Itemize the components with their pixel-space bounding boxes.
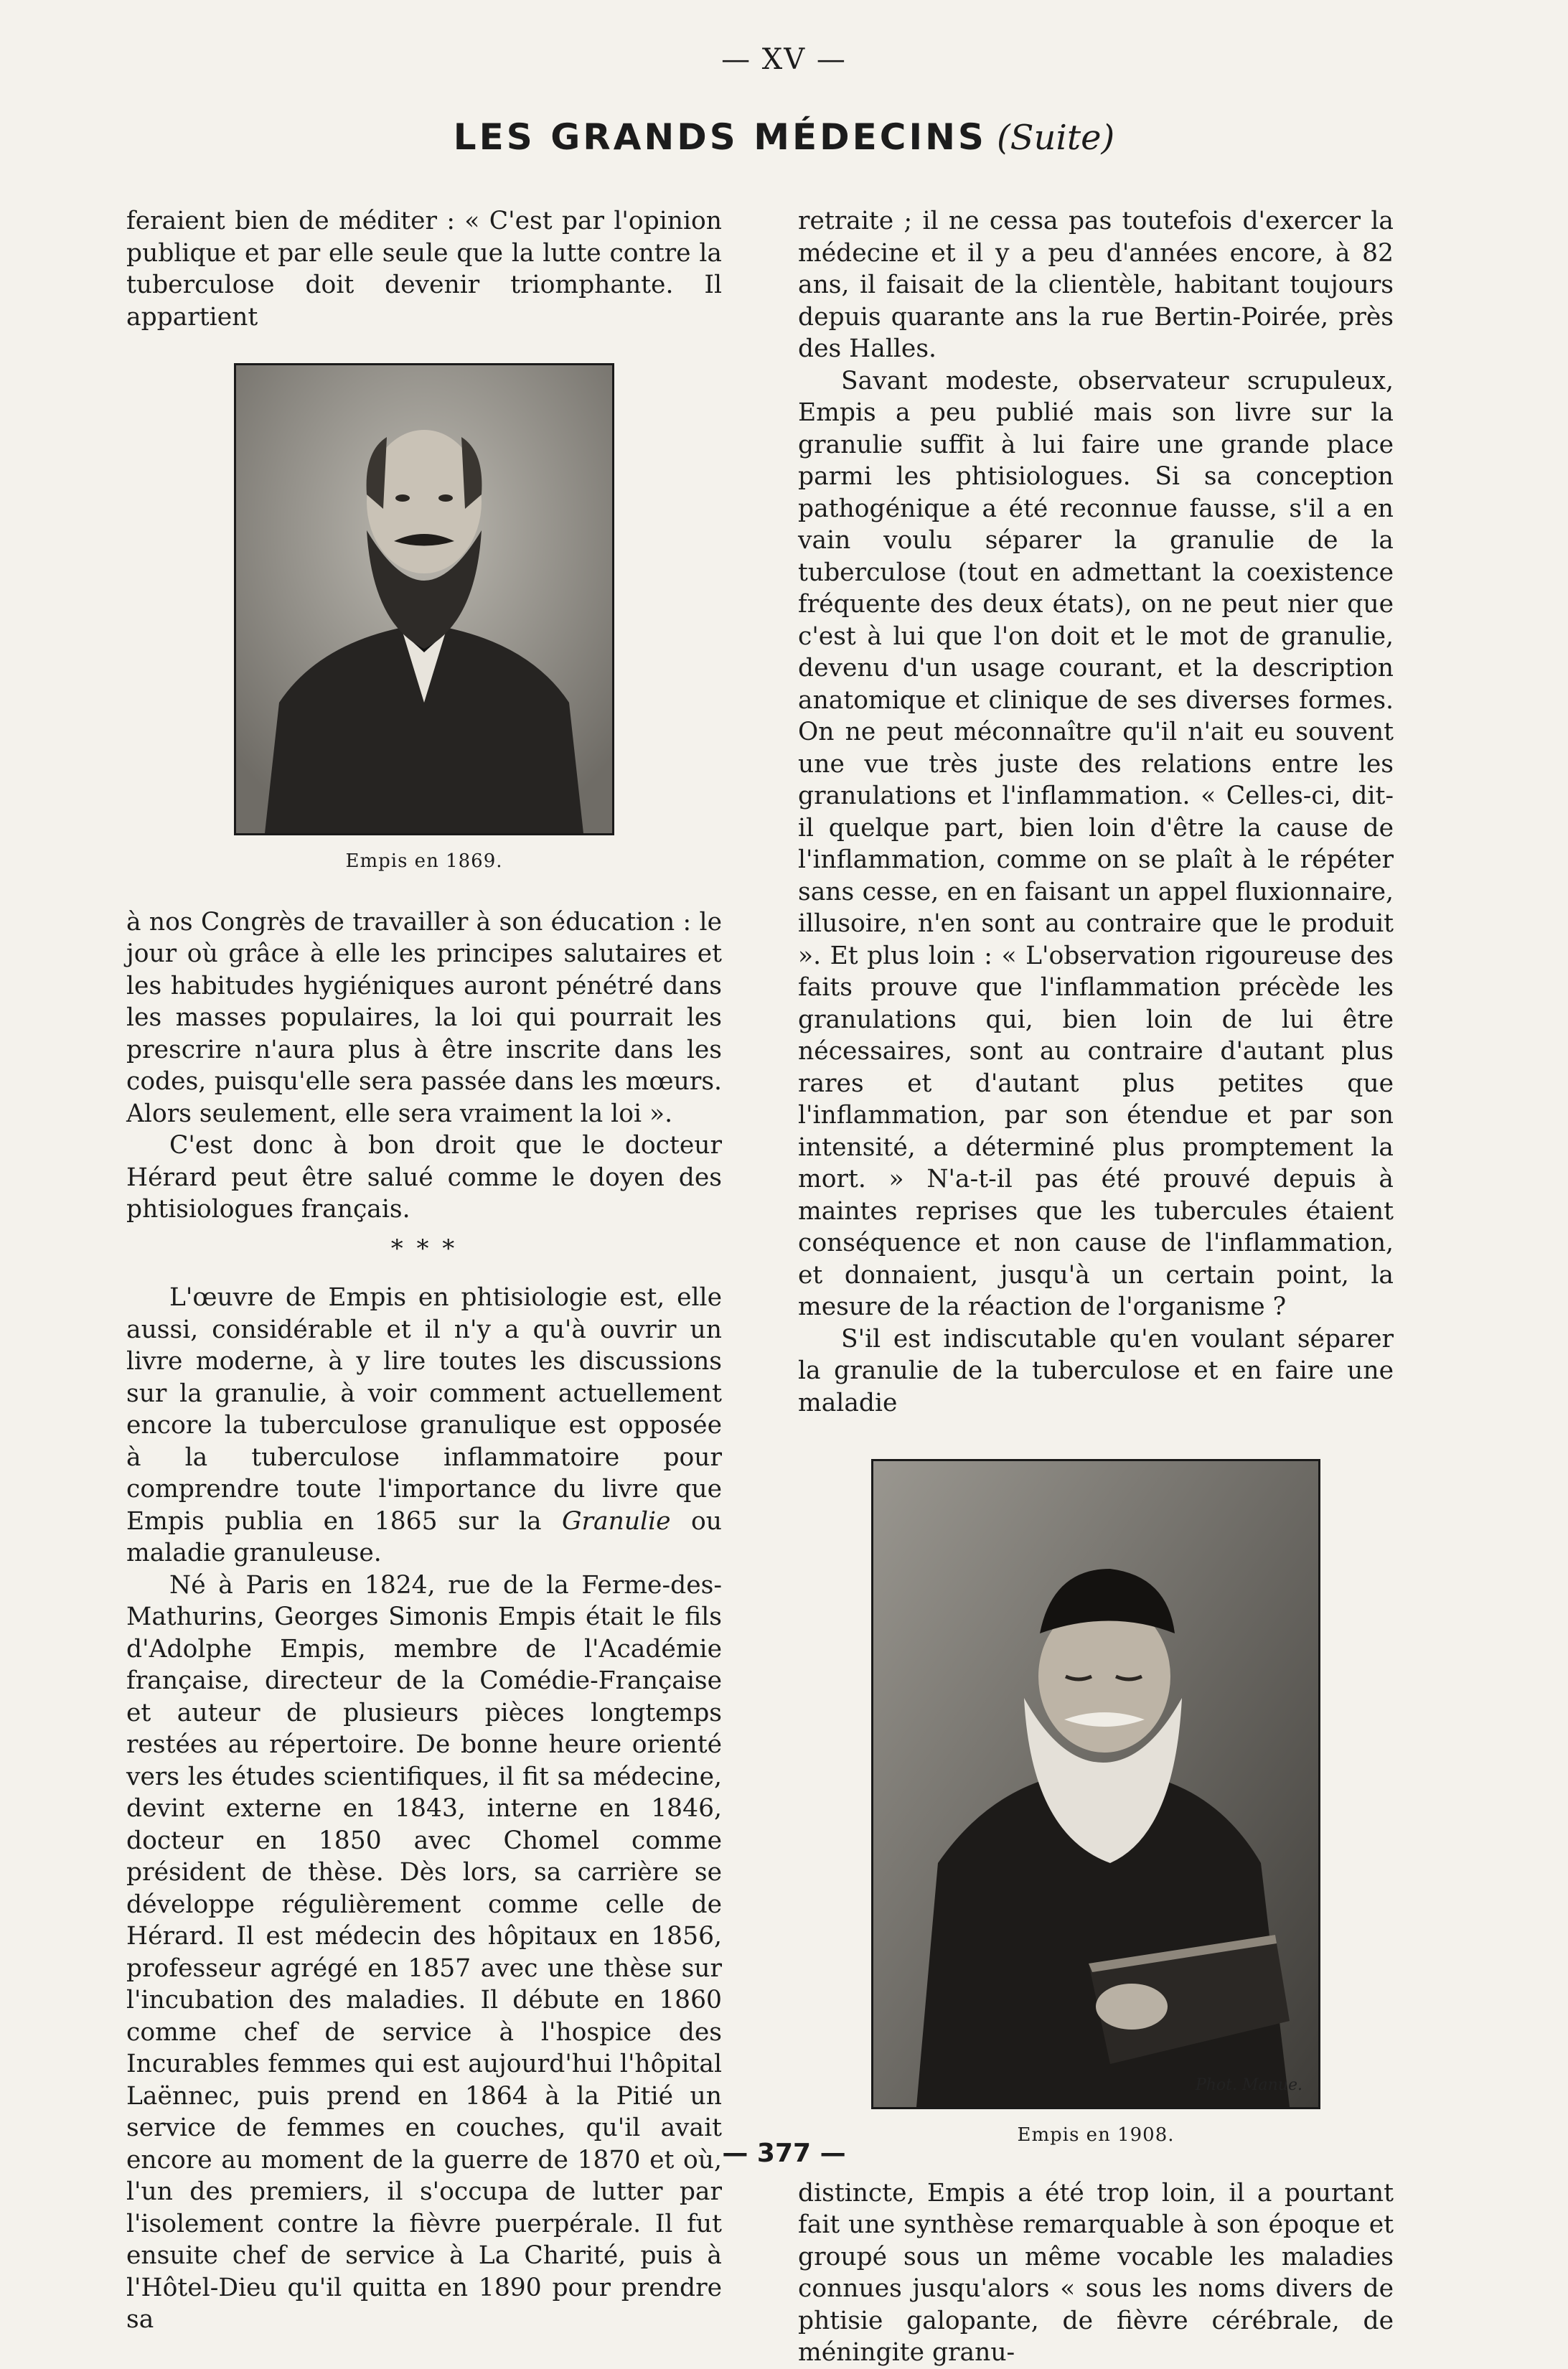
page-number-top: — XV — (721, 43, 847, 76)
left-paragraph-4 (126, 1282, 722, 1570)
para4-text-before: L'œuvre de Empis en phtisiologie est, elle aussi, considérable et il n'y a qu'à ouvrir un livre moderne, à y lire toutes les discussions sur la granulie, à voir comment actuellement encore la tuberculose granulique est opposée à la tuberculose inflammatoire pour comprendre toute l'importance du livre que Empis publia en 1865 sur la (126, 1283, 722, 1536)
portrait-photo-1869 (234, 363, 614, 835)
left-column (126, 205, 722, 2336)
figure-caption-1908: Empis en 1908. (1017, 2124, 1175, 2146)
figure-empis-1908 (798, 1459, 1394, 2152)
page-header (0, 116, 1568, 158)
left-paragraph-1: feraient bien de méditer : « C'est par l'opinion publique et par elle seule que la lutte contre la tuberculose doit devenir triomphante. Il appartient (126, 207, 722, 332)
right-paragraph-4: distincte, Empis a été trop loin, il a pourtant fait une synthèse remarquable à son époque et groupé sous un même vocable les maladies connues jusqu'alors « sous les noms divers de phtisie galopante, de fièvre cérébrale, de méningite granu- (798, 2178, 1394, 2367)
right-paragraph-1: retraite ; il ne cessa pas toutefois d'exercer la médecine et il y a peu d'années encore, à 82 ans, il faisait de la clientèle, habitant toujours depuis quarante ans la rue Bertin-Poirée, près des Halles. (798, 207, 1394, 363)
left-paragraph-2: à nos Congrès de travailler à son éducation : le jour où grâce à elle les principes salutaires et les habitudes hygiéniques auront pénétré dans les masses populaires, la loi qui pourrait les prescrire n'aura plus à être inscrite dans les codes, puisqu'elle sera passée dans les mœurs. Alors seulement, elle sera vraiment la loi ». (126, 907, 722, 1128)
section-separator: * * * (390, 1234, 458, 1263)
page-title: LES GRANDS MÉDECINS (453, 116, 987, 158)
figure-empis-1869 (126, 363, 722, 878)
figure-caption-1869: Empis en 1869. (345, 850, 503, 872)
book-title-granulie: Granulie (561, 1506, 671, 1536)
photo-credit: Phot. Manue. (1195, 2075, 1302, 2094)
left-paragraph-5: Né à Paris en 1824, rue de la Ferme-des-Mathurins, Georges Simonis Empis était le fils d'Adolphe Empis, membre de l'Académie française, directeur de la Comédie-Française et auteur de plusieurs pièces longtemps restées au répertoire. De bonne heure orienté vers les études scientifiques, il fit sa médecine, devint externe en 1843, interne en 1846, docteur en 1850 avec Chomel comme président de thèse. Dès lors, sa carrière se développe régulièrement comme celle de Hérard. Il est médecin des hôpitaux en 1856, professeur agrégé en 1857 avec une thèse sur l'incubation des maladies. Il débute en 1860 comme chef de service à l'hospice des Incurables femmes qui est aujourd'hui l'hôpital Laënnec, puis prend en 1864 à la Pitié un service de femmes en couches, qu'il avait encore au moment de la guerre de 1870 et où, l'un des premiers, il s'occupa de lutter par l'isolement contre la fièvre puerpérale. Il fut ensuite chef de service à La Charité, puis à l'Hôtel-Dieu qu'il quitta en 1890 pour prendre sa (126, 1570, 722, 2334)
page-number-bottom: — 377 — (722, 2139, 846, 2168)
right-paragraph-3: S'il est indiscutable qu'en voulant séparer la granulie de la tuberculose et en faire une maladie (798, 1324, 1394, 1417)
right-paragraph-2: Savant modeste, observateur scrupuleux, Empis a peu publié mais son livre sur la granulie suffit à lui faire une grande place parmi les phtisiologues. Si sa conception pathogénique a été reconnue fausse, s'il a en vain voulu séparer la granulie de la tuberculose (tout en admettant la coexistence fréquente des deux états), on ne peut nier que c'est à lui que l'on doit et le mot de granulie, devenu d'un usage courant, et la description anatomique et clinique de ses diverses formes. On ne peut méconnaître qu'il n'ait eu souvent une vue très juste des relations entre les granulations et l'inflammation. « Celles-ci, dit-il quelque part, bien loin d'être la cause de l'inflammation, comme on se plaît à le répéter sans cesse, en en faisant un appel fluxionnaire, illusoire, n'en sont au contraire que le produit ». Et plus loin : « L'observation rigoureuse des faits prouve que l'inflammation précède les granulations qui, bien loin de lui être nécessaires, sont au contraire d'autant plus rares et d'autant plus petites que l'inflammation, par son étendue et par son intensité, a déterminé plus promptement la mort. » N'a-t-il pas été prouvé depuis à maintes reprises que les tubercules étaient conséquence et non cause de l'inflammation, et donnaient, jusqu'à un certain point, la mesure de la réaction de l'organisme ? (798, 366, 1394, 1321)
right-column (798, 205, 1394, 2369)
para4-text-after: ou maladie granuleuse. (126, 1506, 722, 1567)
page-title-suffix: (Suite) (996, 118, 1115, 158)
portrait-photo-1908 (871, 1459, 1320, 2109)
left-paragraph-3: C'est donc à bon droit que le docteur Hérard peut être salué comme le doyen des phtisiologues français. (126, 1131, 722, 1224)
